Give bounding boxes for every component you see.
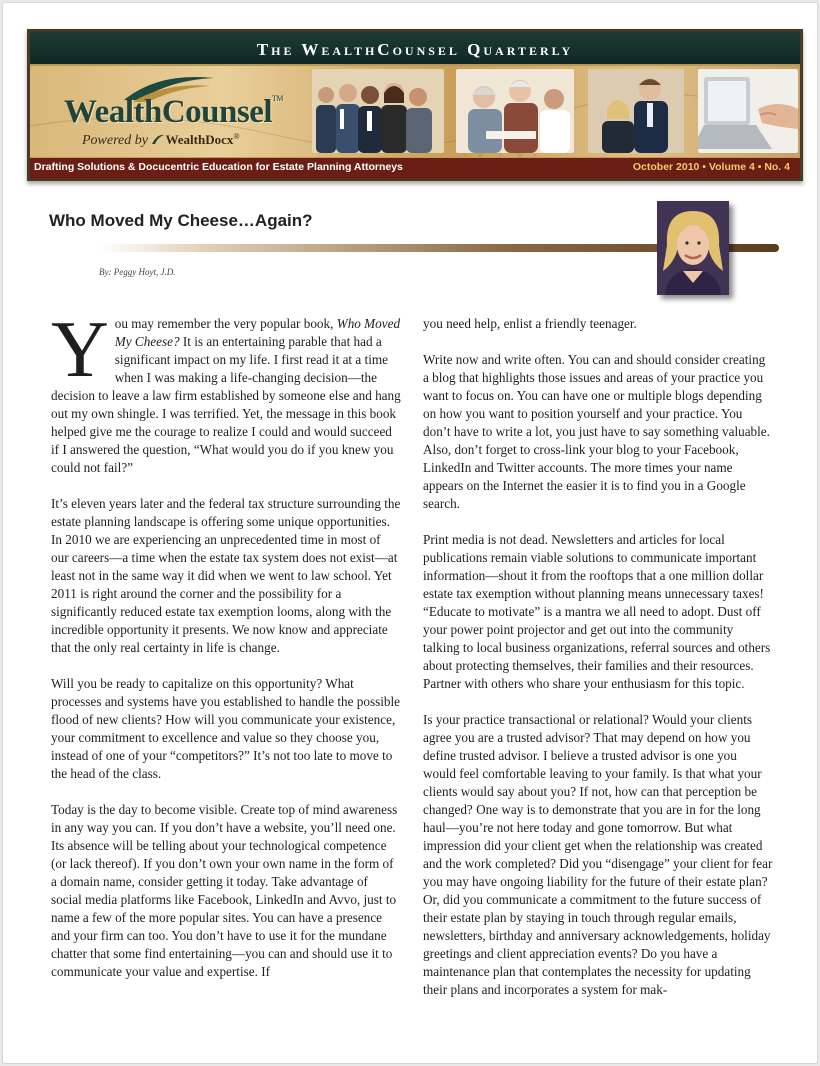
powered-by-brand: WealthDocx [165,132,234,147]
professionals-photo [588,69,684,153]
article-title: Who Moved My Cheese…Again? [49,211,313,230]
intro-text-rest: It is an entertaining parable that had a significant impact on my life. I first read it at a time when I was making a life-changing decision—the decision to leave a law firm established by someone else and hang out my own shingle. I was terrified. Yet, the message in this book helped give me the courage to realize I could and would succeed if I answered the question, “What would you do if you knew you could not fail?” [51,334,401,475]
wealthdocx-swoosh-icon [151,133,165,145]
masthead-tagline: Drafting Solutions & Docucentric Education for Estate Planning Attorneys [34,161,403,173]
logo-trademark: TM [272,94,284,103]
powered-by-prefix: Powered by [82,133,148,148]
powered-by-trademark: ® [233,132,240,141]
business-team-photo [312,69,444,153]
body-paragraph: Today is the day to become visible. Create top of mind awareness in any way you can. If you don’t have a website, you’ll need one. Its absence will be telling about your technological competence (or lack thereof). If you don’t own your own name in the form of a domain name, consider getting it today. Take advantage of social media platforms like Facebook, LinkedIn and Avvo, just to name a few of the more popular sites. You can have a presence and your firm can too. You don’t have to use it for the mundane chatter that some find entertaining—you can and should use it to communicate your value and expertise. If [51,802,398,979]
drop-cap: Y [51,306,109,394]
masthead-info-bar [30,157,800,179]
body-paragraph: It’s eleven years later and the federal tax structure surrounding the estate planning landscape is offering some unique opportunities. In 2010 we are experiencing an unprecedented time in most of our careers—a time when the estate tax system does not exist—at least not in the same way it did when we went to law school. Yet 2011 is right around the corner and the possibility for a significantly reduced estate tax exemption looms, along with the incredible opportunity it presents. We now know and appreciate that the only real certainty in life is change. [51,496,401,655]
article-column-left [51,306,401,999]
article-column-right [423,315,773,1017]
powered-by-line [82,132,239,149]
book-title: Who Moved My Cheese? [114,316,401,349]
masthead-banner [27,29,803,181]
masthead-photo-strip [30,66,800,157]
clients-meeting-photo [456,69,574,153]
newsletter-page [2,2,818,1064]
masthead-title-bar [30,32,800,66]
intro-paragraph [51,306,401,477]
body-paragraph: Will you be ready to capitalize on this opportunity? What processes and systems have you established to handle the possible flood of new clients? How will you communicate your existence, your commitment to excellence and value so they choose you, instead of one of your “competitors?” It’s not too late to move to the head of the class. [51,676,401,781]
issue-info: October 2010 • Volume 4 • No. 4 [632,161,790,173]
logo-wordmark: WealthCounsel [64,94,273,130]
body-paragraph: you need help, enlist a friendly teenager. [423,316,637,331]
body-paragraph: Is your practice transactional or relational? Would your clients agree you are a trusted advisor? That may depend on how you define trusted advisor. I believe a trusted advisor is one you would feel comfortable leaving to your family. Is that what your clients would say about you? If not, how can that perception be changed? One way is to demonstrate that you are in for the long haul—you’re not here today and gone tomorrow. But what impression did your client get when the relationship was created and the work completed? Did you “disengage” your client for fear you may have ongoing liability for the future of their estate plan? Or, did you communicate a commitment to the future success of their estate plan by staying in touch through regular emails, newsletters, birthday and anniversary acknowledgements, holiday greetings and client appreciation events? Do you have a maintenance plan that contemplates the necessity for updating their plans and incorporates a system for mak- [423,712,773,997]
wealthcounsel-logo [64,94,283,131]
newsletter-title: The WealthCounsel Quarterly [256,40,574,59]
body-paragraph: Print media is not dead. Newsletters and articles for local publications remain viable solutions to communicate important information—shout it from the rooftops that a one million dollar estate tax exemption without planning means unnecessary taxes! “Educate to motivate” is a mantra we all need to adopt. Dust off your power point projector and get out into the community talking to local business organizations, referral sources and others about protecting themselves, their families and their resources. Partner with others who share your enthusiasm for this topic. [423,532,771,691]
body-paragraph: Write now and write often. You can and should consider creating a blog that highlights those issues and areas of your practice you want to focus on. You can have one or multiple blogs depending on how you want to position yourself and your practice. You don’t have to write a lot, you just have to say something valuable. Also, don’t forget to cross-link your blog to your Facebook, LinkedIn and Twitter accounts. The more times your name appears on the Internet the easier it is to find you in a Google search. [423,352,770,511]
author-headshot [657,201,729,295]
article-byline: By: Peggy Hoyt, J.D. [99,267,176,277]
intro-text: ou may remember the very popular book, [114,316,337,331]
laptop-typing-photo [698,69,798,153]
